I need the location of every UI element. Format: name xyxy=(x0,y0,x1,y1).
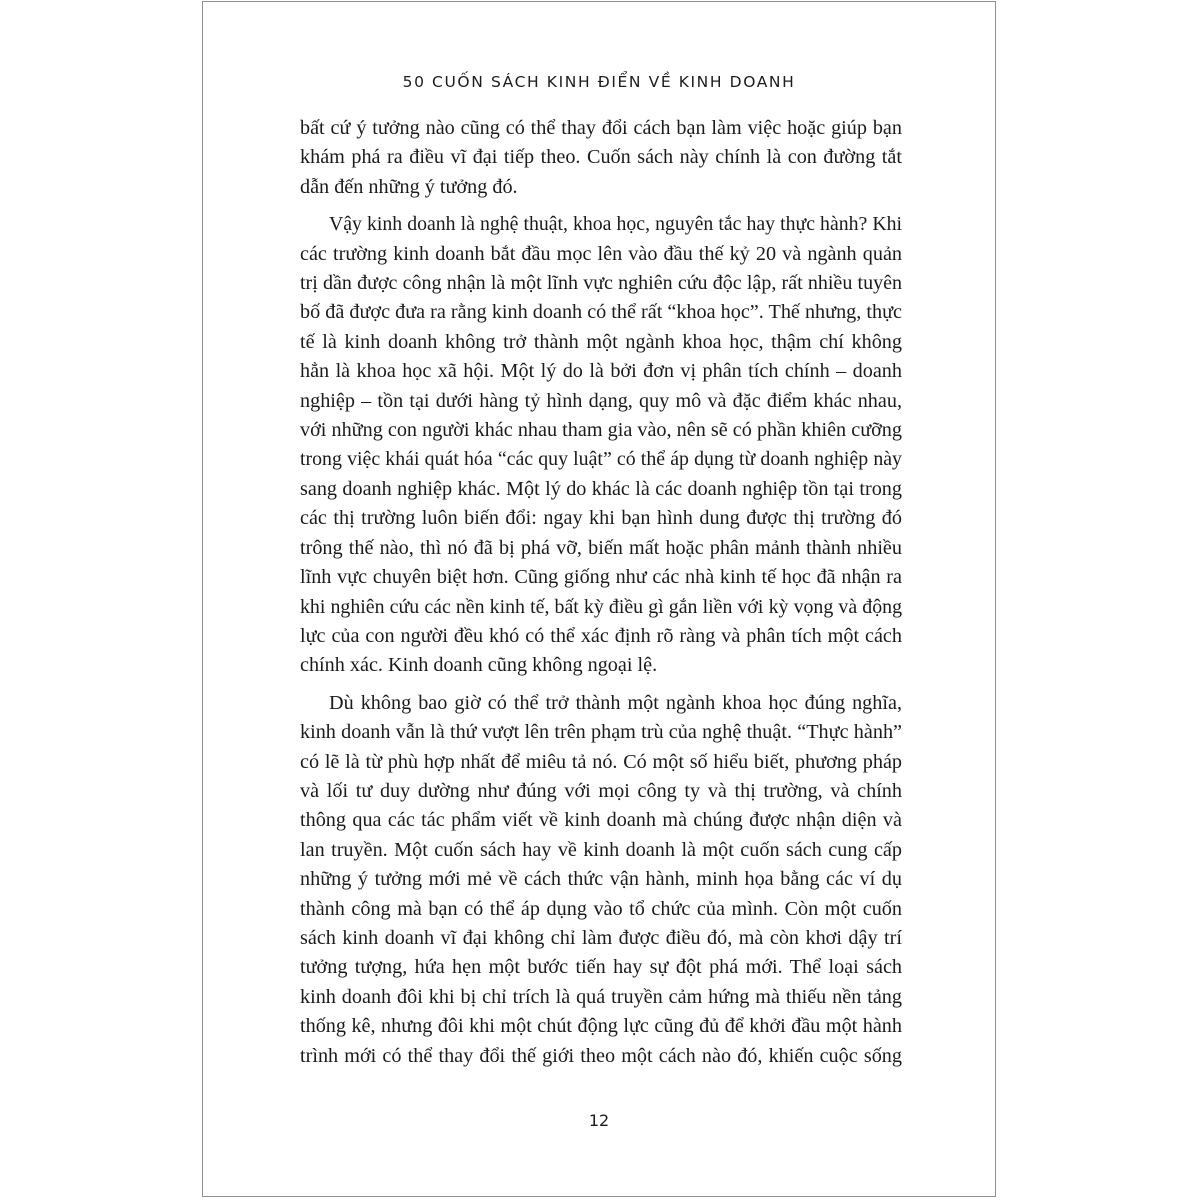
text-line: chính xác. Kinh doanh cũng không ngoại lệ. xyxy=(300,654,658,677)
text-line: bất cứ ý tưởng nào cũng có thể thay đổi cách bạn làm việc hoặc giúp bạn xyxy=(300,117,902,139)
text-line: những ý tưởng mới mẻ về cách thức vận hành, minh họa bằng các ví dụ xyxy=(300,868,902,891)
text-line: sách kinh doanh vĩ đại không chỉ làm được điều đó, mà còn khơi dậy trí xyxy=(300,926,902,949)
text-line: trông thế nào, thì nó đã bị phá vỡ, biến mất hoặc phân mảnh thành nhiều xyxy=(300,536,902,559)
paragraph-gap xyxy=(300,202,902,210)
text-line: và lối tư duy dường như đúng với mọi công ty và thị trường, và chính xyxy=(300,779,902,802)
text-line: thông qua các tác phẩm viết về kinh doanh mà chúng được nhận diện và xyxy=(300,809,902,832)
text-line: dẫn đến những ý tưởng đó. xyxy=(300,175,518,198)
text-line: nghiệp – tồn tại dưới hàng tỷ hình dạng, quy mô và đặc điểm khác nhau, xyxy=(300,389,902,412)
text-line: tưởng tượng, hứa hẹn một bước tiến hay sự đột phá mới. Thể loại sách xyxy=(300,956,902,979)
text-line: thống kê, nhưng đôi khi một chút động lực cũng đủ để khởi đầu một hành xyxy=(300,1015,902,1038)
text-line: trình mới có thể thay đổi thế giới theo một cách nào đó, khiến cuộc sống xyxy=(300,1044,902,1067)
page-number: 12 xyxy=(588,1111,610,1130)
text-line: lực của con người đều khó có thể xác định rõ ràng và phân tích một cách xyxy=(300,624,902,647)
text-line: bố đã được đưa ra rằng kinh doanh có thể rất “khoa học”. Thế nhưng, thực xyxy=(300,301,902,324)
text-line: trong việc khái quát hóa “các quy luật” có thể áp dụng từ doanh nghiệp này xyxy=(300,448,902,471)
paragraph xyxy=(300,210,902,681)
text-line: có lẽ là từ phù hợp nhất để miêu tả nó. Có một số hiểu biết, phương pháp xyxy=(300,750,902,773)
text-line: tế là kinh doanh không trở thành một ngành khoa học, thậm chí không xyxy=(300,330,902,353)
body-text xyxy=(300,114,902,1071)
text-line: thành công mà bạn có thể áp dụng vào tổ chức của mình. Còn một cuốn xyxy=(300,897,902,920)
paragraph xyxy=(300,689,902,1071)
text-line: khi nghiên cứu các nền kinh tế, bất kỳ điều gì gắn liền với kỳ vọng và động xyxy=(300,595,902,618)
text-line: kinh doanh vẫn là thứ vượt lên trên phạm trù của nghệ thuật. “Thực hành” xyxy=(300,721,902,744)
text-line: Vậy kinh doanh là nghệ thuật, khoa học, nguyên tắc hay thực hành? Khi xyxy=(329,213,902,236)
text-line: trị dần được công nhận là một lĩnh vực nghiên cứu độc lập, rất nhiều tuyên xyxy=(300,272,902,295)
text-line: kinh doanh đôi khi bị chỉ trích là quá truyền cảm hứng mà thiếu nền tảng xyxy=(300,985,902,1008)
text-line: sang doanh nghiệp khác. Một lý do khác là các doanh nghiệp tồn tại trong xyxy=(300,477,902,500)
text-line: lĩnh vực chuyên biệt hơn. Cũng giống như các nhà kinh tế học đã nhận ra xyxy=(300,566,902,589)
text-line: khám phá ra điều vĩ đại tiếp theo. Cuốn sách này chính là con đường tắt xyxy=(300,146,902,169)
text-line: lan truyền. Một cuốn sách hay về kinh doanh là một cuốn sách cung cấp xyxy=(300,838,902,861)
text-line: với những con người khác nhau tham gia vào, nên sẽ có phần khiên cưỡng xyxy=(300,419,902,442)
text-line: các trường kinh doanh bắt đầu mọc lên vào đầu thế kỷ 20 và ngành quản xyxy=(300,242,902,265)
text-line: Dù không bao giờ có thể trở thành một ngành khoa học đúng nghĩa, xyxy=(329,691,902,714)
paragraph-gap xyxy=(300,681,902,689)
text-line: các thị trường luôn biến đổi: ngay khi bạn hình dung được thị trường đó xyxy=(300,507,902,530)
book-page xyxy=(202,1,996,1197)
paragraph xyxy=(300,114,902,202)
running-head: 50 CUỐN SÁCH KINH ĐIỂN VỀ KINH DOANH xyxy=(402,73,796,91)
text-line: hẳn là khoa học xã hội. Một lý do là bởi đơn vị phân tích chính – doanh xyxy=(300,360,902,383)
